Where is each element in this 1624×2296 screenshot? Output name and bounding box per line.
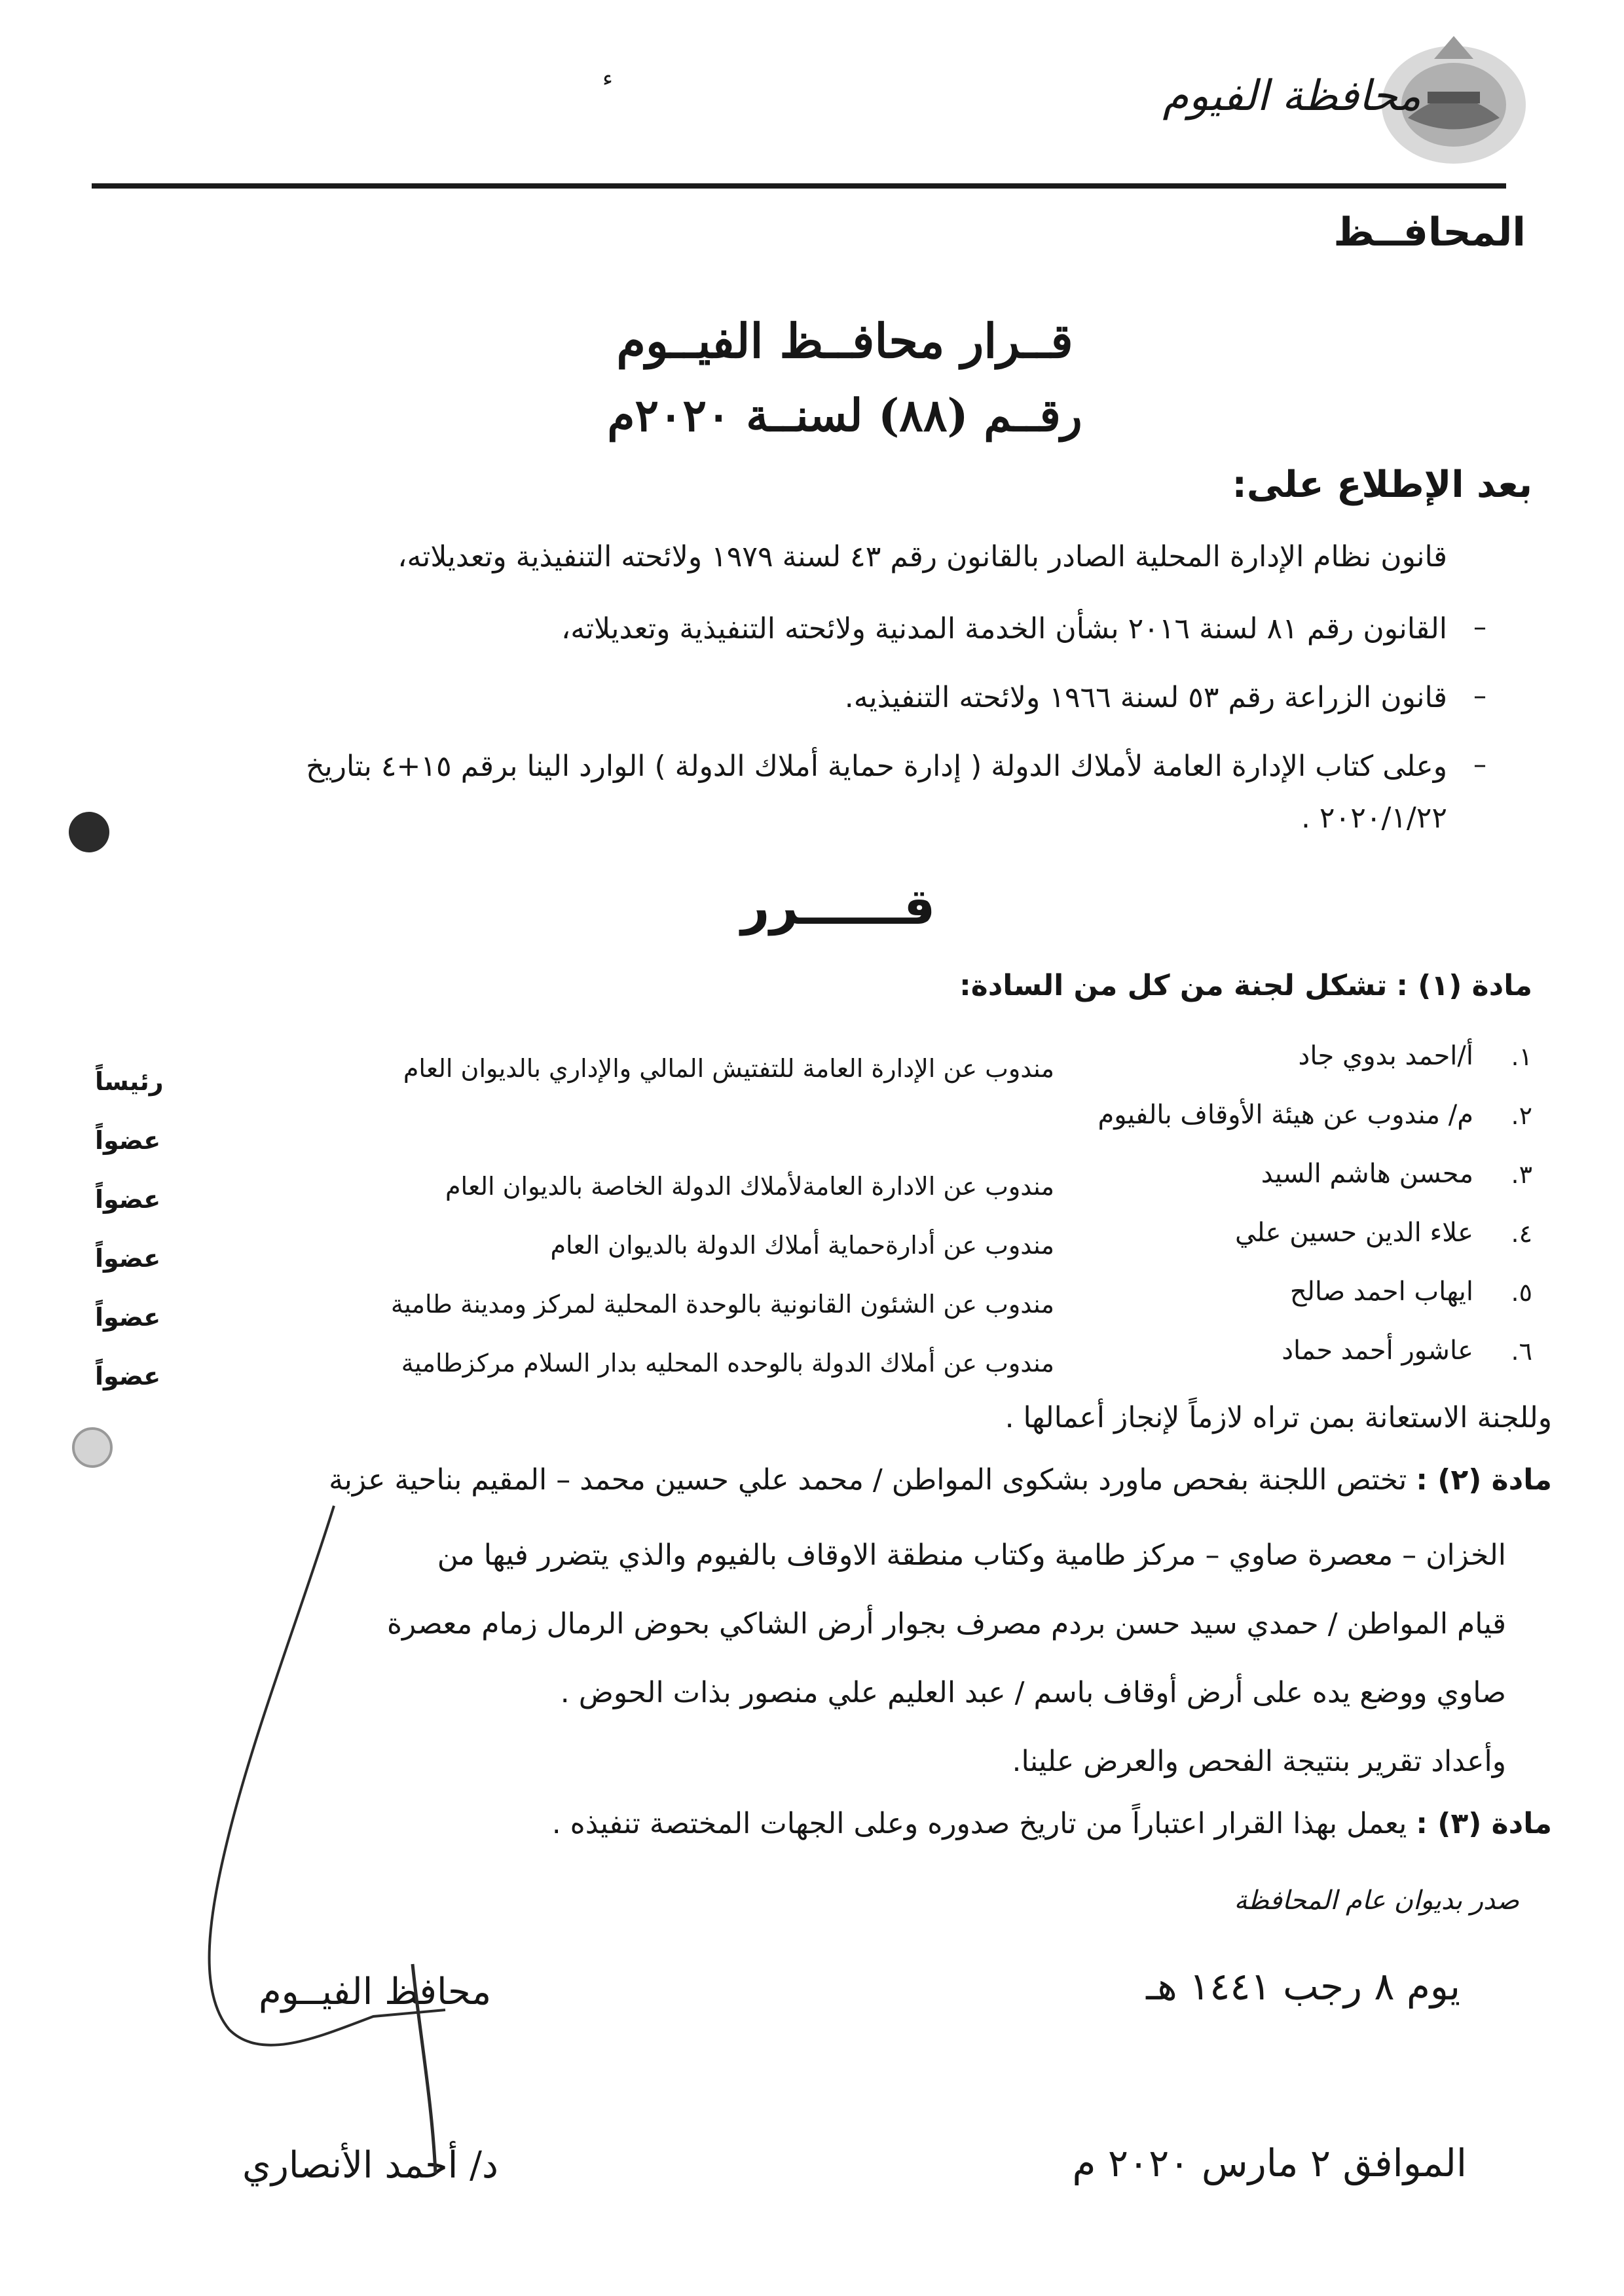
article-2-line: صاوي ووضع يده على أرض أوقاف باسم / عبد العليم علي منصور بذات الحوض .: [560, 1676, 1506, 1709]
bullet-dash: –: [1473, 750, 1486, 780]
member-role: مندوب عن الشئون القانونية بالوحدة المحلية لمركز ومدينة طامية: [390, 1290, 1054, 1319]
member-number: ٦.: [1511, 1337, 1532, 1366]
member-name: عاشور أحمد حماد: [1282, 1336, 1473, 1366]
preamble-item: [561, 612, 1486, 646]
article-label: مادة (١) :: [1396, 969, 1532, 1002]
member-role: مندوب عن الادارة العامةلأملاك الدولة الخاصة بالديوان العام: [445, 1172, 1054, 1201]
member-status: رئيساً: [95, 1067, 164, 1096]
handwritten-signature: [170, 1493, 498, 2187]
issued-at: صدر بديوان عام المحافظة: [1234, 1886, 1519, 1916]
decree-number: رقــم (٨٨) لسنــة ٢٠٢٠م: [607, 390, 1082, 442]
decree-title: قــرار محافــظ الفيــوم: [616, 313, 1073, 369]
article-2: [329, 1463, 1552, 1497]
article-3: [552, 1807, 1552, 1840]
member-role: مندوب عن أدارةحماية أملاك الدولة بالديوان العام: [550, 1231, 1054, 1260]
member-status: عضواً: [95, 1303, 161, 1332]
article-1-note: وللجنة الاستعانة بمن تراه لازماً لإنجاز أعمالها .: [1005, 1401, 1552, 1434]
punch-hole: [72, 1427, 113, 1468]
article-1-heading: [959, 969, 1532, 1002]
member-number: ٤.: [1511, 1219, 1532, 1248]
decision-heading: قــــــرر: [741, 877, 936, 936]
member-name: ايهاب احمد صالح: [1289, 1277, 1473, 1307]
preamble-text: قانون الزراعة رقم ٥٣ لسنة ١٩٦٦ ولائحته التنفيذيه.: [844, 681, 1447, 714]
member-number: ١.: [1511, 1042, 1532, 1071]
member-number: ٢.: [1511, 1101, 1532, 1130]
gregorian-date: الموافق ٢ مارس ٢٠٢٠ م: [1072, 2141, 1467, 2185]
office-label: المحافــظ: [1333, 210, 1526, 255]
preamble-item: [397, 540, 1447, 574]
article-label: مادة (٢) :: [1416, 1463, 1552, 1497]
article-2-line: وأعداد تقرير بنتيجة الفحص والعرض علينا.: [1012, 1745, 1506, 1778]
member-status: عضواً: [95, 1126, 161, 1155]
member-role: مندوب عن أملاك الدولة بالوحده المحليه بدار السلام مركزطامية: [401, 1349, 1054, 1377]
article-2-line: الخزان – معصرة صاوي – مركز طامية وكتاب منطقة الاوقاف بالفيوم والذي يتضرر فيها من: [437, 1539, 1506, 1572]
preamble-item: [306, 750, 1486, 835]
member-role: مندوب عن الإدارة العامة للتفتيش المالي والإداري بالديوان العام: [403, 1054, 1054, 1083]
preamble-text: وعلى كتاب الإدارة العامة لأملاك الدولة ( إدارة حماية أملاك الدولة ) الوارد الينا برقم ١٥+٤ بتاريخ: [306, 750, 1447, 783]
preamble-text: قانون نظام الإدارة المحلية الصادر بالقانون رقم ٤٣ لسنة ١٩٧٩ ولائحته التنفيذية وتعديلاته،: [397, 540, 1447, 574]
preamble-heading: بعد الإطلاع على:: [1232, 464, 1532, 506]
member-number: ٣.: [1511, 1160, 1532, 1189]
article-label: مادة (٣) :: [1416, 1807, 1552, 1840]
bullet-dash: –: [1473, 681, 1486, 711]
article-2-line: قيام المواطن / حمدي سيد حسن بردم مصرف بجوار أرض الشاكي بحوض الرمال زمام معصرة: [386, 1607, 1506, 1641]
member-status: عضواً: [95, 1185, 161, 1214]
signatory-title: محافظ الفيــوم: [259, 1971, 492, 2013]
member-status: عضواً: [95, 1362, 161, 1391]
member-name: م/ مندوب عن هيئة الأوقاف بالفيوم: [1098, 1100, 1473, 1130]
signatory-name: د/ أحمد الأنصاري: [242, 2144, 498, 2187]
governorate-name: محافظة الفيوم: [1162, 72, 1421, 120]
article-text: يعمل بهذا القرار اعتباراً من تاريخ صدوره وعلى الجهات المختصة تنفيذه .: [551, 1807, 1407, 1840]
member-status: عضواً: [95, 1244, 161, 1273]
hijri-date: يوم ٨ رجب ١٤٤١ هـ: [1146, 1964, 1460, 2009]
member-name: أ/احمد بدوي جاد: [1298, 1041, 1473, 1071]
member-name: علاء الدين حسين علي: [1235, 1218, 1473, 1248]
member-number: ٥.: [1511, 1278, 1532, 1307]
preamble-item: [844, 681, 1486, 714]
article-text: تختص اللجنة بفحص ماورد بشكوى المواطن / محمد علي حسين محمد – المقيم بناحية عزبة: [329, 1463, 1407, 1497]
stray-mark: ء: [602, 65, 613, 92]
bullet-dash: –: [1473, 612, 1486, 642]
member-name: محسن هاشم السيد: [1261, 1159, 1473, 1189]
header-divider: [92, 183, 1506, 189]
preamble-text: ٢٠٢٠/١/٢٢ .: [1301, 801, 1447, 835]
article-text: تشكل لجنة من كل من السادة:: [959, 969, 1388, 1002]
preamble-text: القانون رقم ٨١ لسنة ٢٠١٦ بشأن الخدمة المدنية ولائحته التنفيذية وتعديلاته،: [561, 612, 1447, 646]
punch-hole: [69, 812, 109, 852]
